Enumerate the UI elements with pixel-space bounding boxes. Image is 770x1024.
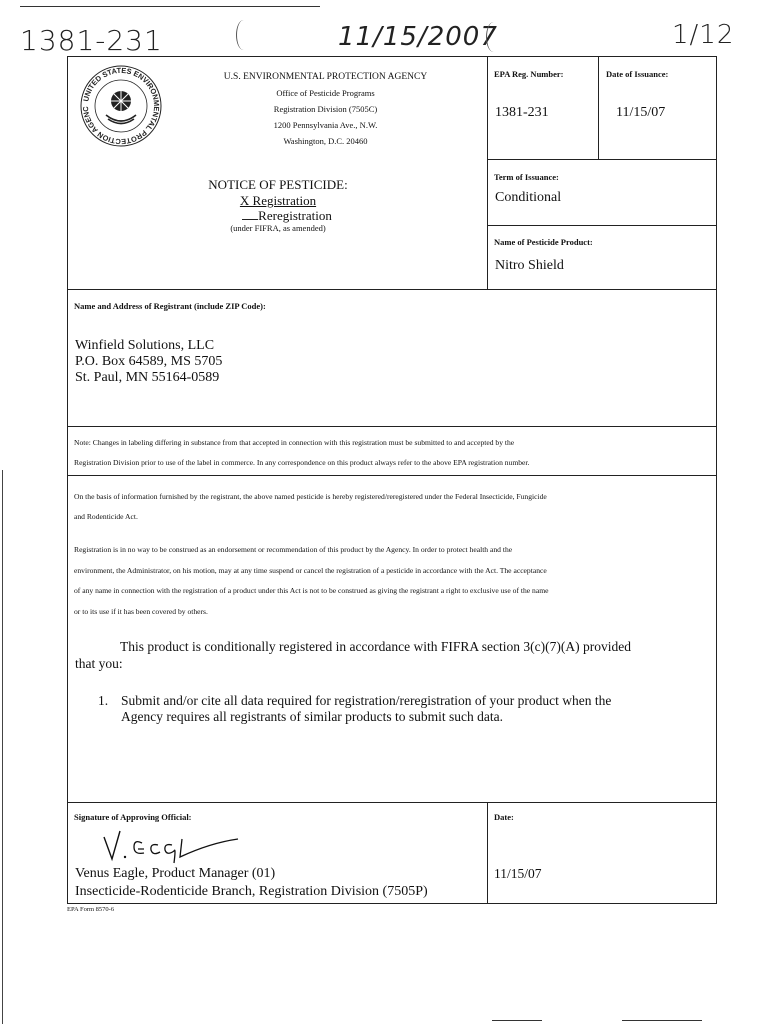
svg-text:UNITED STATES ENVIRONMENTAL PR: UNITED STATES ENVIRONMENTAL PROTECTION AGENC xyxy=(80,65,162,147)
registrant-line-2: P.O. Box 64589, MS 5705 xyxy=(75,354,223,369)
epa-seal-logo xyxy=(78,63,164,149)
scan-edge xyxy=(492,1020,542,1021)
conditional-item-line-1: Submit and/or cite all data required for registration/reregistration of your product when the xyxy=(121,693,612,708)
signature-date-value: 11/15/07 xyxy=(494,866,542,881)
notice-title: NOTICE OF PESTICIDE: xyxy=(208,177,348,192)
registrant-label: Name and Address of Registrant (include ZIP Code): xyxy=(74,301,266,311)
basis-line-2: and Rodenticide Act. xyxy=(74,512,138,521)
issuance-value: 11/15/07 xyxy=(616,105,666,120)
notice-reregistration xyxy=(128,208,428,223)
reg-number-label: EPA Reg. Number: xyxy=(494,69,564,79)
registrant-line-3: St. Paul, MN 55164-0589 xyxy=(75,370,220,385)
registrant-line-1: Winfield Solutions, LLC xyxy=(75,338,215,353)
form-number: EPA Form 8570-6 xyxy=(67,906,115,913)
issuance-label: Date of Issuance: xyxy=(606,69,669,79)
scan-edge xyxy=(2,470,3,1024)
agency-division: Registration Division (7505C) xyxy=(273,104,378,114)
term-label: Term of Issuance: xyxy=(494,172,559,182)
handwritten-date: 11/15/2007 xyxy=(338,22,498,52)
signature-date-label: Date: xyxy=(494,812,514,822)
product-value: Nitro Shield xyxy=(495,258,564,273)
notice-registration: X Registration xyxy=(239,193,317,208)
conditional-intro-1: This product is conditionally registered in accordance with FIFRA section 3(c)(7)(A) provided xyxy=(120,639,631,654)
endorsement-line-1: Registration is in no way to be construed as an endorsement or recommendation of this product by the Agency. In order to protect health and the xyxy=(74,545,513,554)
product-label: Name of Pesticide Product: xyxy=(494,237,593,247)
notice-reregistration-label: Reregistration xyxy=(258,208,332,223)
reg-number-value: 1381-231 xyxy=(495,105,549,120)
agency-name: U.S. ENVIRONMENTAL PROTECTION AGENCY xyxy=(223,72,428,82)
handwritten-page: 1/12 xyxy=(672,20,735,50)
top-rule xyxy=(20,6,320,7)
scan-mark xyxy=(486,22,501,52)
signature-label: Signature of Approving Official: xyxy=(74,812,192,822)
note-line-1: Note: Changes in labeling differing in substance from that accepted in connection with this registration must be submitted to and accepted by the xyxy=(74,438,515,447)
agency-address-2: Washington, D.C. 20460 xyxy=(283,136,368,146)
signature-name: Venus Eagle, Product Manager (01) xyxy=(75,866,276,881)
signature-image xyxy=(98,825,248,865)
endorsement-line-4: or to its use if it has been covered by others. xyxy=(74,606,208,616)
conditional-intro-2: that you: xyxy=(75,656,123,671)
conditional-item-number: 1. xyxy=(98,693,109,708)
term-value: Conditional xyxy=(495,190,562,205)
epa-form xyxy=(67,56,717,904)
handwritten-reg-number: 1381-231 xyxy=(20,24,163,57)
endorsement-line-3: of any name in connection with the registration of a product under this Act is not to be construed as giving the registrant a right to exclusive use of the name xyxy=(74,586,549,595)
note-line-2: Registration Division prior to use of the label in commerce. In any correspondence on this product always refer to the above EPA registration number. xyxy=(74,458,530,467)
signature-branch: Insecticide-Rodenticide Branch, Registration Division (7505P) xyxy=(75,884,428,899)
conditional-item-line-2: Agency requires all registrants of similar products to submit such data. xyxy=(121,709,504,724)
reregistration-blank xyxy=(242,219,258,220)
basis-line-1: On the basis of information furnished by the registrant, the above named pesticide is hereby registered/reregistered under the Federal Insecticide, Fungicide xyxy=(74,492,547,501)
scan-edge xyxy=(622,1020,702,1021)
agency-address-1: 1200 Pennsylvania Ave., N.W. xyxy=(273,120,378,130)
notice-under: (under FIFRA, as amended) xyxy=(230,223,326,233)
scan-mark xyxy=(236,20,251,50)
endorsement-line-2: environment, the Administrator, on his motion, may at any time suspend or cancel the registration of a pesticide in accordance with the Act. The acceptance xyxy=(74,565,547,575)
agency-office: Office of Pesticide Programs xyxy=(276,88,375,98)
